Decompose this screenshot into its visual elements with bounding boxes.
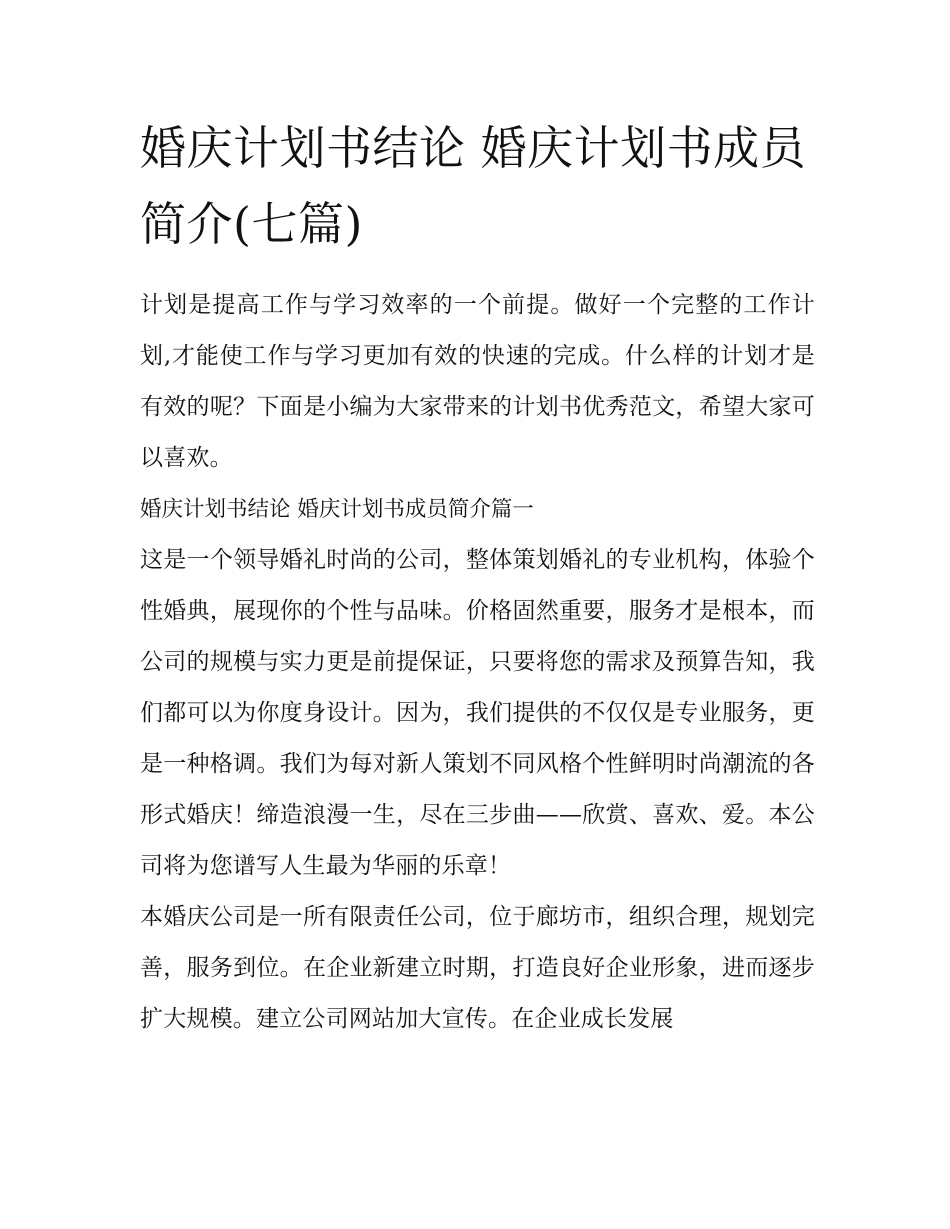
document-title: 婚庆计划书结论 婚庆计划书成员简介(七篇) (140, 121, 807, 251)
body-paragraph-1: 这是一个领导婚礼时尚的公司，整体策划婚礼的专业机构，体验个性婚典，展现你的个性与品味。价格固然重要，服务才是根本，而公司的规模与实力更是前提保证，只要将您的需求及预算告知，我们都可以为你度身设计。因为，我们提供的不仅仅是专业服务，更是一种格调。我们为每对新人策划不同风格个性鲜明时尚潮流的各形式婚庆！缔造浪漫一生，尽在三步曲——欣赏、喜欢、爱。本公司将为您谱写人生最为华丽的乐章！ (140, 547, 815, 879)
section-heading: 婚庆计划书结论 婚庆计划书成员简介篇一 (140, 497, 534, 522)
body-paragraph-2: 本婚庆公司是一所有限责任公司，位于廊坊市，组织合理，规划完善，服务到位。在企业新建立时期，打造良好企业形象，进而逐步扩大规模。建立公司网站加大宣传。在企业成长发展 (140, 904, 815, 1032)
document-page (140, 110, 815, 1045)
intro-paragraph: 计划是提高工作与学习效率的一个前提。做好一个完整的工作计划,才能使工作与学习更加有效的快速的完成。什么样的计划才是有效的呢？下面是小编为大家带来的计划书优秀范文，希望大家可以喜欢。 (140, 292, 815, 471)
